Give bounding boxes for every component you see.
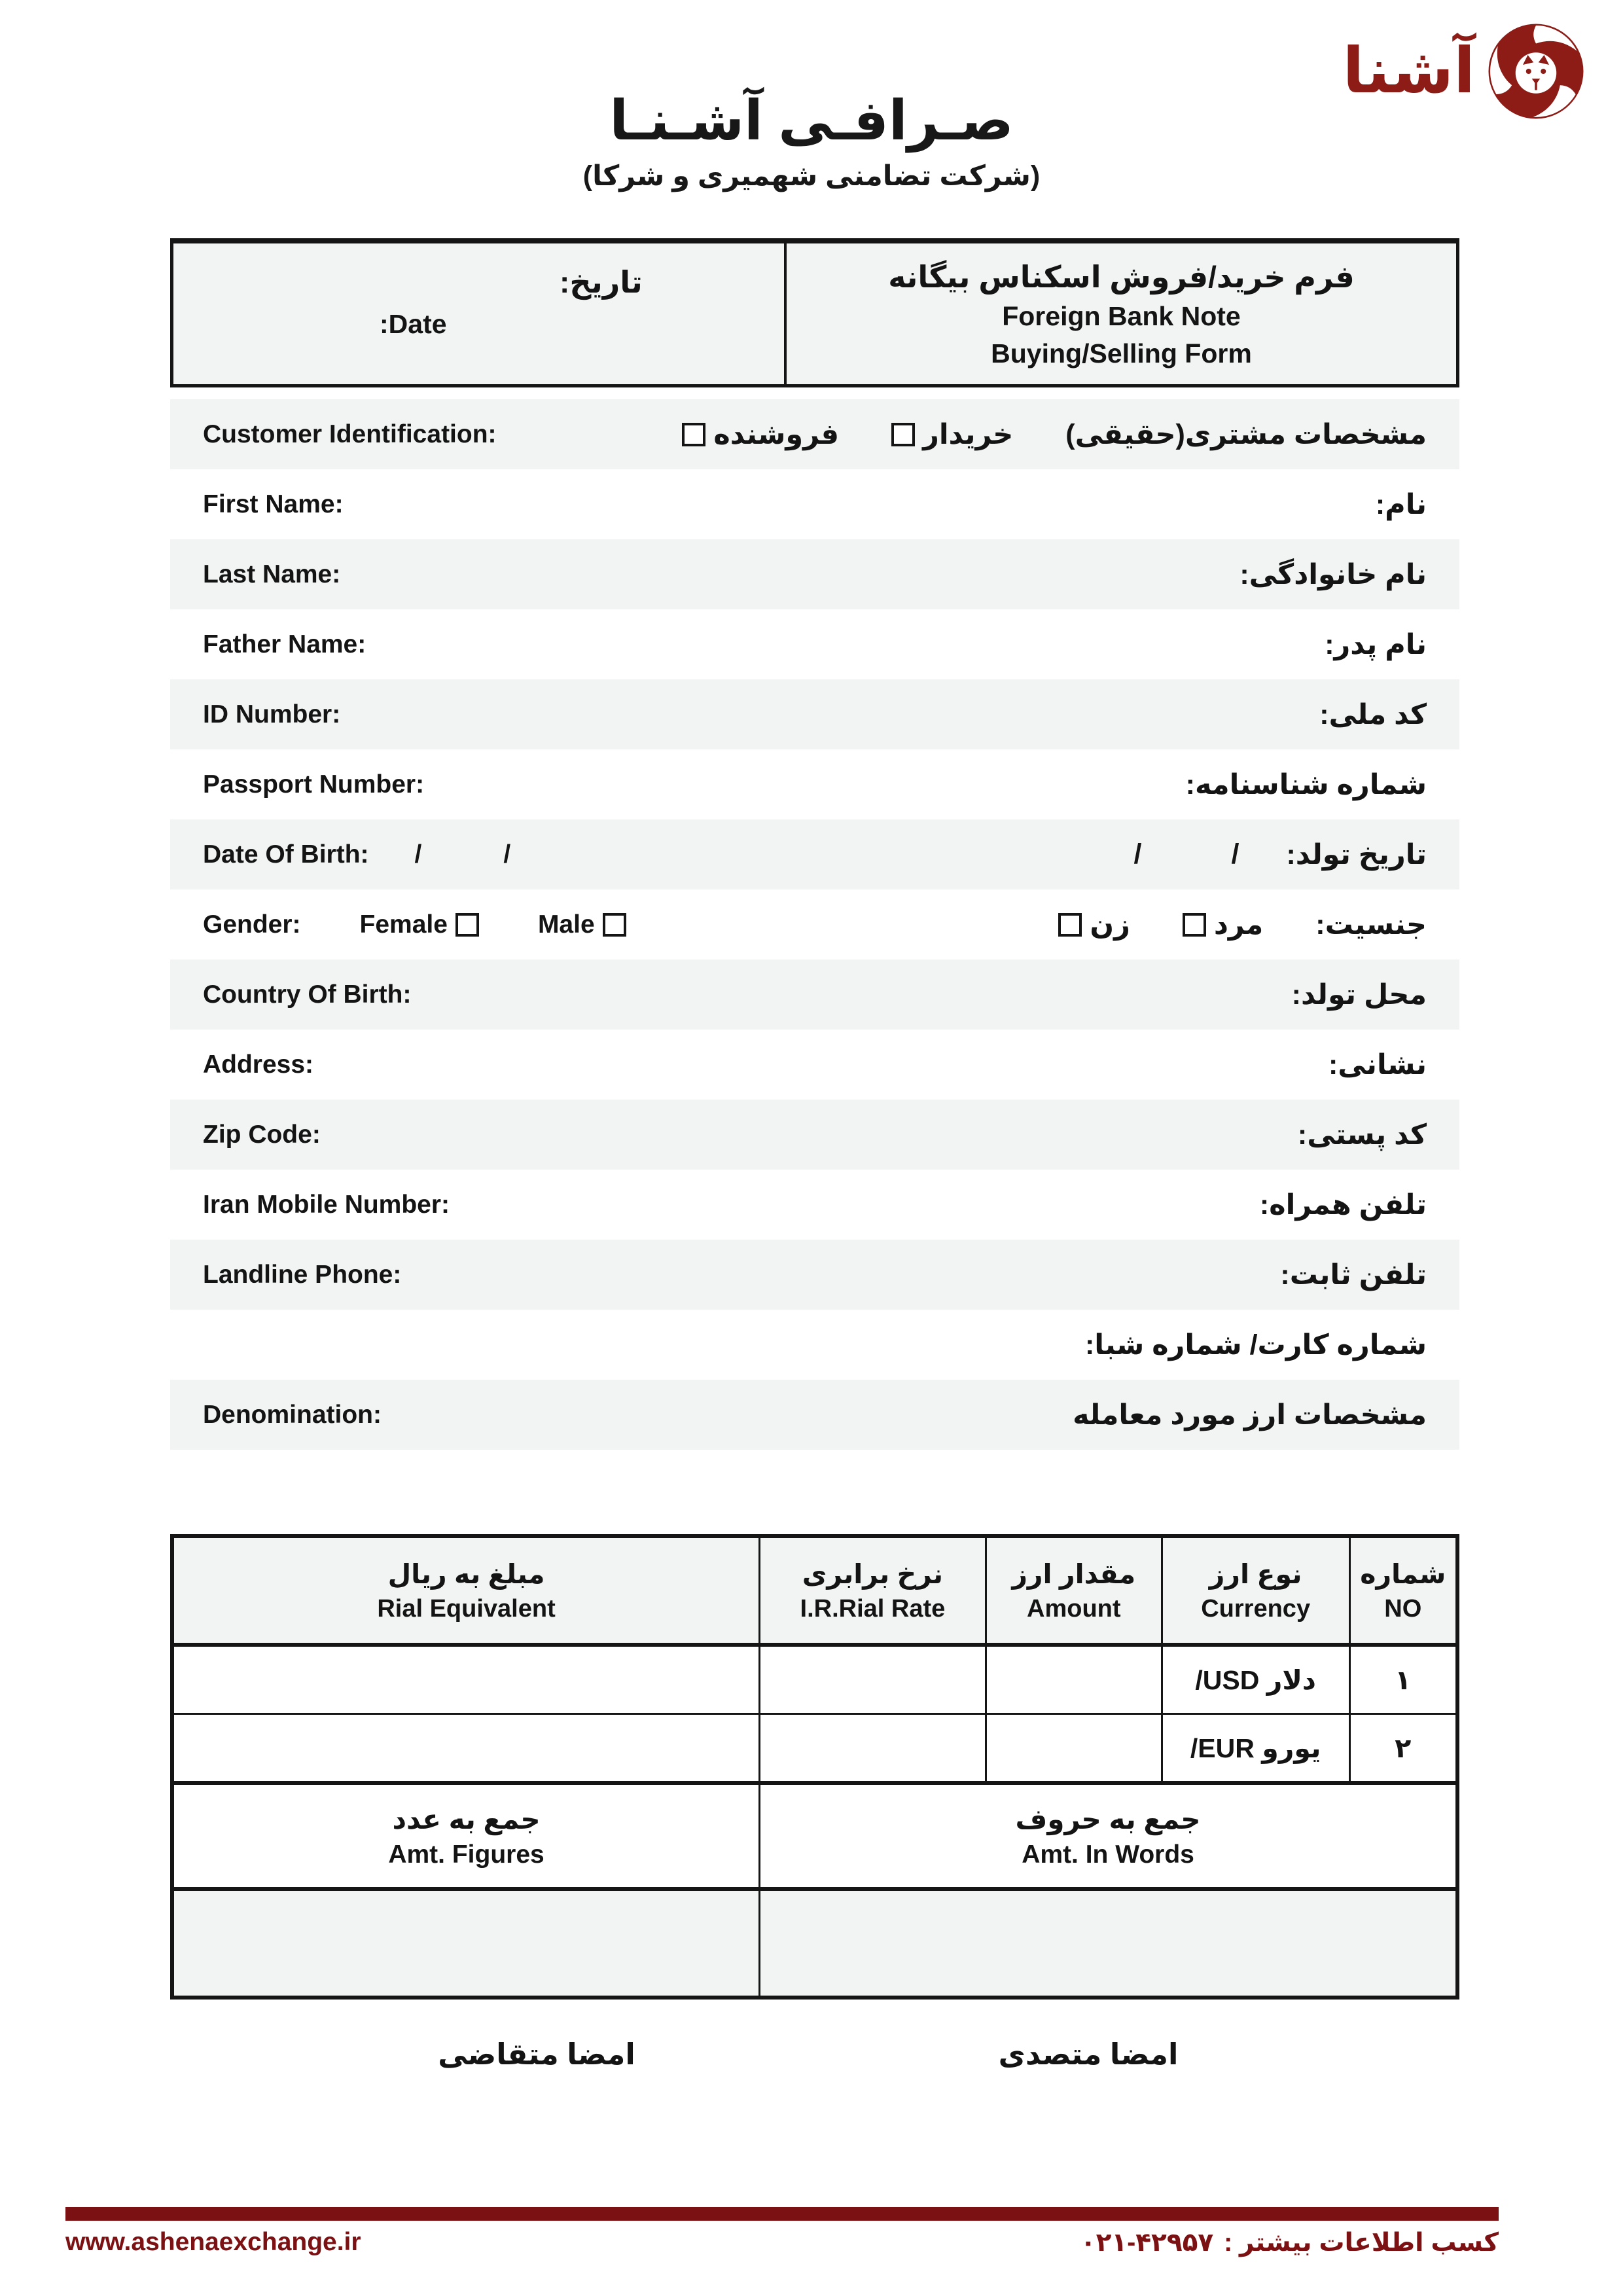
- id-number-label-en: ID Number:: [203, 700, 341, 728]
- gender-label-en: Gender:: [203, 910, 301, 939]
- zip-code-label-fa: کد پستی:: [1297, 1119, 1427, 1151]
- eur-currency-cell: یورو EUR/: [1162, 1714, 1349, 1784]
- female-option: [360, 910, 479, 939]
- footer-divider: [65, 2207, 1499, 2221]
- date-label-en: :Date: [380, 309, 447, 339]
- col-header-currency: [1162, 1536, 1349, 1645]
- first-name-label-fa: نام:: [1375, 488, 1427, 520]
- male-option: [538, 910, 626, 939]
- landline-phone-label-en: Landline Phone:: [203, 1260, 402, 1289]
- country-of-birth-label-en: Country Of Birth:: [203, 980, 412, 1009]
- usd-amount-cell[interactable]: [986, 1645, 1162, 1714]
- buyer-checkbox[interactable]: [891, 423, 915, 446]
- eur-rate-cell[interactable]: [760, 1714, 986, 1784]
- signature-operator: امضا متصدی: [998, 2037, 1179, 2071]
- row-denomination: [170, 1380, 1459, 1450]
- footer-phone-number: ۰۲۱-۴۲۹۵۷: [1080, 2229, 1214, 2257]
- col-no-fa: شماره: [1360, 1558, 1446, 1589]
- last-name-label-fa: نام خانوادگی:: [1240, 558, 1427, 590]
- totals-label-row: [172, 1783, 1457, 1889]
- date-cell: [173, 243, 784, 384]
- row-address: [170, 1030, 1459, 1100]
- col-rial-fa: مبلغ به ریال: [387, 1558, 545, 1589]
- col-currency-fa: نوع ارز: [1209, 1558, 1302, 1589]
- usd-rate-cell[interactable]: [760, 1645, 986, 1714]
- footer-website-link[interactable]: www.ashenaexchange.ir: [65, 2228, 361, 2256]
- seller-option: [682, 418, 839, 451]
- date-label-fa: تاریخ:: [560, 265, 643, 299]
- amount-figures-fa: جمع به عدد: [392, 1803, 541, 1835]
- last-name-label-en: Last Name:: [203, 560, 341, 588]
- col-rial-en: Rial Equivalent: [377, 1594, 556, 1623]
- male-checkbox[interactable]: [603, 913, 626, 937]
- footer-info-label: کسب اطلاعات بیشتر :: [1224, 2229, 1499, 2257]
- row-id-number: [170, 679, 1459, 749]
- usd-rial-cell[interactable]: [172, 1645, 760, 1714]
- row-father-name: [170, 609, 1459, 679]
- amount-figures-en: Amt. Figures: [388, 1840, 544, 1869]
- usd-currency-cell: دلار USD/: [1162, 1645, 1349, 1714]
- amount-in-words-header: [760, 1783, 1457, 1889]
- row-last-name: [170, 539, 1459, 609]
- table-row-usd: [172, 1645, 1457, 1714]
- date-of-birth-label-en: Date Of Birth:: [203, 840, 369, 869]
- row-first-name: [170, 469, 1459, 539]
- id-number-label-fa: کد ملی:: [1319, 698, 1427, 730]
- amount-in-words-en: Amt. In Words: [1022, 1840, 1194, 1869]
- col-header-no: [1349, 1536, 1457, 1645]
- row-customer-identification: [170, 399, 1459, 469]
- address-label-fa: نشانی:: [1328, 1049, 1427, 1081]
- father-name-label-fa: نام پدر:: [1325, 628, 1427, 660]
- currency-table-header-row: [172, 1536, 1457, 1645]
- form-title-fa: فرم خرید/فروش اسکناس بیگانه: [888, 259, 1355, 294]
- col-amount-fa: مقدار ارز: [1012, 1558, 1136, 1589]
- form-title-cell: [784, 243, 1456, 384]
- usd-no-cell: ۱: [1349, 1645, 1457, 1714]
- form-title-en-line1: Foreign Bank Note: [1002, 300, 1241, 331]
- row-card-sheba-number: [170, 1310, 1459, 1380]
- customer-identification-label-en: Customer Identification:: [203, 420, 497, 448]
- address-label-en: Address:: [203, 1050, 314, 1079]
- woman-option: [1058, 908, 1130, 941]
- man-label: مرد: [1213, 908, 1264, 941]
- form-title-en-line2: Buying/Selling Form: [991, 338, 1252, 368]
- currency-table: [170, 1534, 1459, 2000]
- totals-entry-row: [172, 1889, 1457, 1998]
- mobile-number-label-en: Iran Mobile Number:: [203, 1190, 450, 1219]
- denomination-label-fa: مشخصات ارز مورد معامله: [1073, 1399, 1427, 1431]
- page-subtitle: (شرکت تضامنی شهمیری و شرکا): [582, 160, 1041, 192]
- seller-checkbox[interactable]: [682, 423, 705, 446]
- form-header-box: [170, 238, 1459, 387]
- amount-figures-entry-cell[interactable]: [172, 1889, 760, 1998]
- customer-identification-label-fa: مشخصات مشتری(حقیقی): [1065, 418, 1427, 450]
- footer-contact: [1080, 2228, 1499, 2257]
- first-name-label-en: First Name:: [203, 490, 344, 518]
- date-of-birth-slashes-en: / /: [414, 840, 512, 869]
- amount-figures-header: [172, 1783, 760, 1889]
- row-country-of-birth: [170, 960, 1459, 1030]
- col-amount-en: Amount: [1027, 1594, 1121, 1623]
- father-name-label-en: Father Name:: [203, 630, 366, 658]
- col-header-rial-equivalent: [172, 1536, 760, 1645]
- woman-checkbox[interactable]: [1058, 913, 1082, 937]
- passport-number-label-en: Passport Number:: [203, 770, 425, 798]
- col-rate-fa: نرخ برابری: [802, 1558, 944, 1589]
- eur-rial-cell[interactable]: [172, 1714, 760, 1784]
- page-title: صـرافـی آشـنـا: [609, 90, 1014, 151]
- table-row-eur: [172, 1714, 1457, 1784]
- row-mobile-number: [170, 1170, 1459, 1240]
- country-of-birth-label-fa: محل تولد:: [1291, 978, 1427, 1011]
- card-sheba-label-fa: شماره کارت/ شماره شبا:: [1084, 1329, 1427, 1361]
- title-block: [0, 90, 1623, 192]
- female-checkbox[interactable]: [455, 913, 479, 937]
- signature-applicant: امضا متقاضی: [438, 2037, 635, 2071]
- eur-no-cell: ۲: [1349, 1714, 1457, 1784]
- female-label: Female: [359, 910, 448, 939]
- col-header-amount: [986, 1536, 1162, 1645]
- man-checkbox[interactable]: [1183, 913, 1206, 937]
- row-passport-number: [170, 749, 1459, 819]
- eur-amount-cell[interactable]: [986, 1714, 1162, 1784]
- row-landline-phone: [170, 1240, 1459, 1310]
- woman-label: زن: [1090, 908, 1130, 941]
- col-currency-en: Currency: [1201, 1594, 1311, 1623]
- row-zip-code: [170, 1100, 1459, 1170]
- logo-wordmark: آشنا: [1342, 36, 1475, 106]
- man-option: [1183, 908, 1263, 941]
- mobile-number-label-fa: تلفن همراه:: [1259, 1189, 1427, 1221]
- zip-code-label-en: Zip Code:: [203, 1120, 321, 1149]
- col-no-en: NO: [1384, 1594, 1422, 1623]
- row-date-of-birth: [170, 819, 1459, 889]
- buyer-option: [891, 418, 1013, 451]
- field-rows: [170, 399, 1459, 1450]
- row-gender: [170, 889, 1459, 960]
- date-of-birth-slashes-fa: / /: [1133, 838, 1241, 870]
- col-header-rate: [760, 1536, 986, 1645]
- gender-label-fa: جنسیت:: [1315, 908, 1427, 941]
- landline-phone-label-fa: تلفن ثابت:: [1280, 1259, 1427, 1291]
- buyer-label: خریدار: [923, 418, 1014, 450]
- amount-in-words-fa: جمع به حروف: [1015, 1803, 1201, 1835]
- passport-number-label-fa: شماره شناسنامه:: [1185, 768, 1427, 800]
- date-of-birth-label-fa: تاریخ تولد:: [1286, 838, 1427, 870]
- seller-label: فروشنده: [713, 418, 840, 450]
- amount-in-words-entry-cell[interactable]: [760, 1889, 1457, 1998]
- male-label: Male: [537, 910, 595, 939]
- denomination-label-en: Denomination:: [203, 1400, 382, 1429]
- col-rate-en: I.R.Rial Rate: [800, 1594, 946, 1623]
